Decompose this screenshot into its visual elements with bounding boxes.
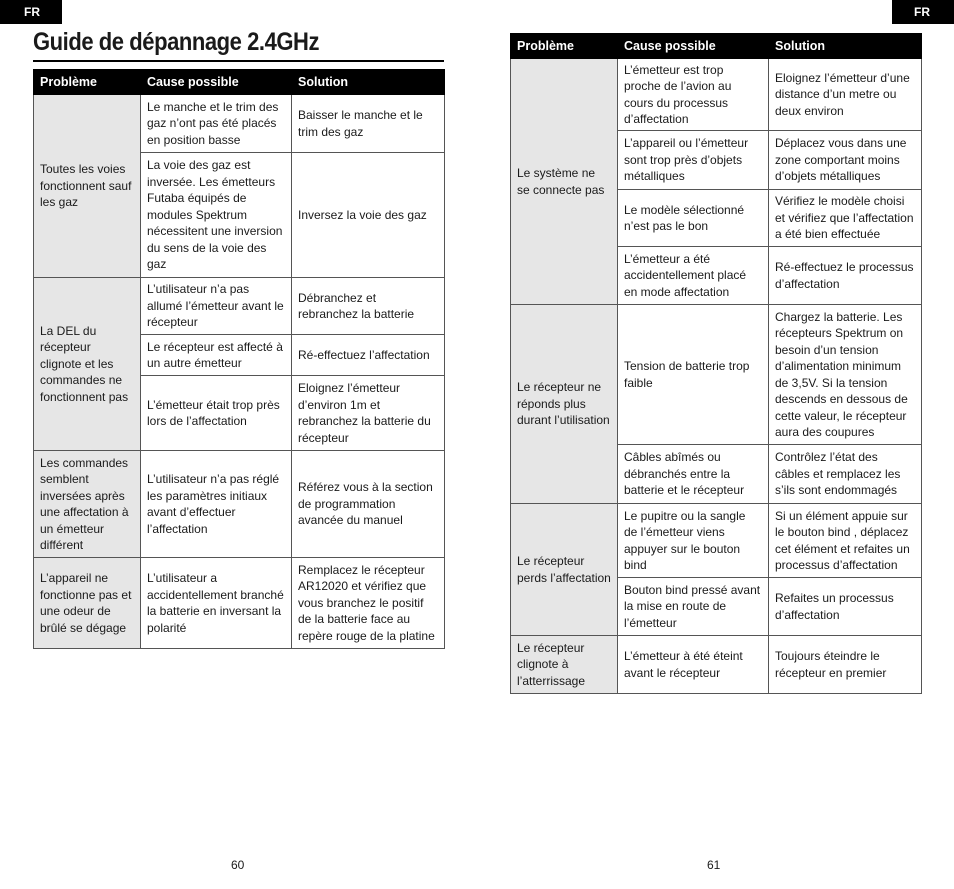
column-header-problem: Problème <box>511 34 618 59</box>
solution-cell: Refaites un processus d’affectation <box>769 578 922 636</box>
solution-cell: Référez vous à la section de programmation avancée du manuel <box>292 451 445 558</box>
column-header-solution: Solution <box>292 70 445 95</box>
problem-cell: L’appareil ne fonctionne pas et une odeur de brûlé se dégage <box>34 558 141 649</box>
solution-cell: Débranchez et rebranchez la batterie <box>292 278 445 335</box>
solution-cell: Eloignez l’émetteur d’environ 1m et rebranchez la batterie du récepteur <box>292 376 445 451</box>
table-row <box>511 636 922 694</box>
cause-cell: Tension de batterie trop faible <box>618 305 769 445</box>
table-row <box>511 305 922 445</box>
solution-cell: Déplacez vous dans une zone comportant moins d’objets métalliques <box>769 131 922 190</box>
cause-cell: L’émetteur était trop près lors de l’affectation <box>141 376 292 451</box>
column-header-cause: Cause possible <box>618 34 769 59</box>
page-number-left: 60 <box>231 858 245 872</box>
cause-cell: Bouton bind pressé avant la mise en route de l’émetteur <box>618 578 769 636</box>
problem-cell: Les commandes semblent inversées après une affectation à un émetteur différent <box>34 451 141 558</box>
solution-cell: Baisser le manche et le trim des gaz <box>292 95 445 153</box>
solution-cell: Remplacez le récepteur AR12020 et vérifiez que vous branchez le positif de la batterie face au repère rouge de la platine <box>292 558 445 649</box>
cause-cell: Câbles abîmés ou débranchés entre la batterie et le récepteur <box>618 445 769 504</box>
column-header-solution: Solution <box>769 34 922 59</box>
cause-cell: L’utilisateur a accidentellement branché la batterie en inversant la polarité <box>141 558 292 649</box>
cause-cell: L’utilisateur n’a pas réglé les paramètres initiaux avant d’effectuer l’affectation <box>141 451 292 558</box>
solution-cell: Contrôlez l’état des câbles et remplacez les s’ils sont endommagés <box>769 445 922 504</box>
cause-cell: L’appareil ou l’émetteur sont trop près d’objets métalliques <box>618 131 769 190</box>
language-tab-right: FR <box>892 0 954 24</box>
table-row <box>34 451 445 558</box>
troubleshooting-table-right <box>510 33 922 694</box>
cause-cell: Le récepteur est affecté à un autre émetteur <box>141 335 292 376</box>
problem-cell: Le récepteur clignote à l’atterrissage <box>511 636 618 694</box>
problem-cell: Le système ne se connecte pas <box>511 59 618 305</box>
cause-cell: L’utilisateur n’a pas allumé l’émetteur avant le récepteur <box>141 278 292 335</box>
solution-cell: Vérifiez le modèle choisi et vérifiez que l’affectation a été bien effectuée <box>769 190 922 247</box>
table-header-row <box>511 34 922 59</box>
troubleshooting-table-left <box>33 69 445 649</box>
problem-cell: Le récepteur perds l’affectation <box>511 504 618 636</box>
title-divider <box>33 60 444 62</box>
page-number-right: 61 <box>707 858 721 872</box>
table-row <box>511 504 922 578</box>
solution-cell: Si un élément appuie sur le bouton bind , déplacez cet élément et refaites un processus d’affectation <box>769 504 922 578</box>
problem-cell: La DEL du récepteur clignote et les commandes ne fonctionnent pas <box>34 278 141 451</box>
column-header-problem: Problème <box>34 70 141 95</box>
solution-cell: Ré-effectuez l’affectation <box>292 335 445 376</box>
problem-cell: Le récepteur ne réponds plus durant l’utilisation <box>511 305 618 504</box>
page-title: Guide de dépannage 2.4GHz <box>33 28 320 56</box>
table-header-row <box>34 70 445 95</box>
table-row <box>34 558 445 649</box>
cause-cell: Le modèle sélectionné n’est pas le bon <box>618 190 769 247</box>
solution-cell: Chargez la batterie. Les récepteurs Spektrum on besoin d’un tension d’alimentation minimum de 3,5V. Si la tension descends en dessous de cette valeur, le récepteur aura des coupures <box>769 305 922 445</box>
solution-cell: Eloignez l’émetteur d’une distance d’un metre ou deux environ <box>769 59 922 131</box>
cause-cell: L’émetteur a été accidentellement placé en mode affectation <box>618 247 769 305</box>
cause-cell: L’émetteur à été éteint avant le récepteur <box>618 636 769 694</box>
cause-cell: La voie des gaz est inversée. Les émetteurs Futaba équipés de modules Spektrum nécessitent une inversion du sens de la voie des gaz <box>141 153 292 278</box>
problem-cell: Toutes les voies fonctionnent sauf les gaz <box>34 95 141 278</box>
cause-cell: L’émetteur est trop proche de l’avion au cours du processus d’affectation <box>618 59 769 131</box>
language-tab-left: FR <box>0 0 62 24</box>
table-row <box>34 95 445 153</box>
solution-cell: Toujours éteindre le récepteur en premier <box>769 636 922 694</box>
table-row <box>511 59 922 131</box>
solution-cell: Ré-effectuez le processus d’affectation <box>769 247 922 305</box>
cause-cell: Le manche et le trim des gaz n’ont pas été placés en position basse <box>141 95 292 153</box>
cause-cell: Le pupitre ou la sangle de l’émetteur viens appuyer sur le bouton bind <box>618 504 769 578</box>
column-header-cause: Cause possible <box>141 70 292 95</box>
solution-cell: Inversez la voie des gaz <box>292 153 445 278</box>
table-row <box>34 278 445 335</box>
